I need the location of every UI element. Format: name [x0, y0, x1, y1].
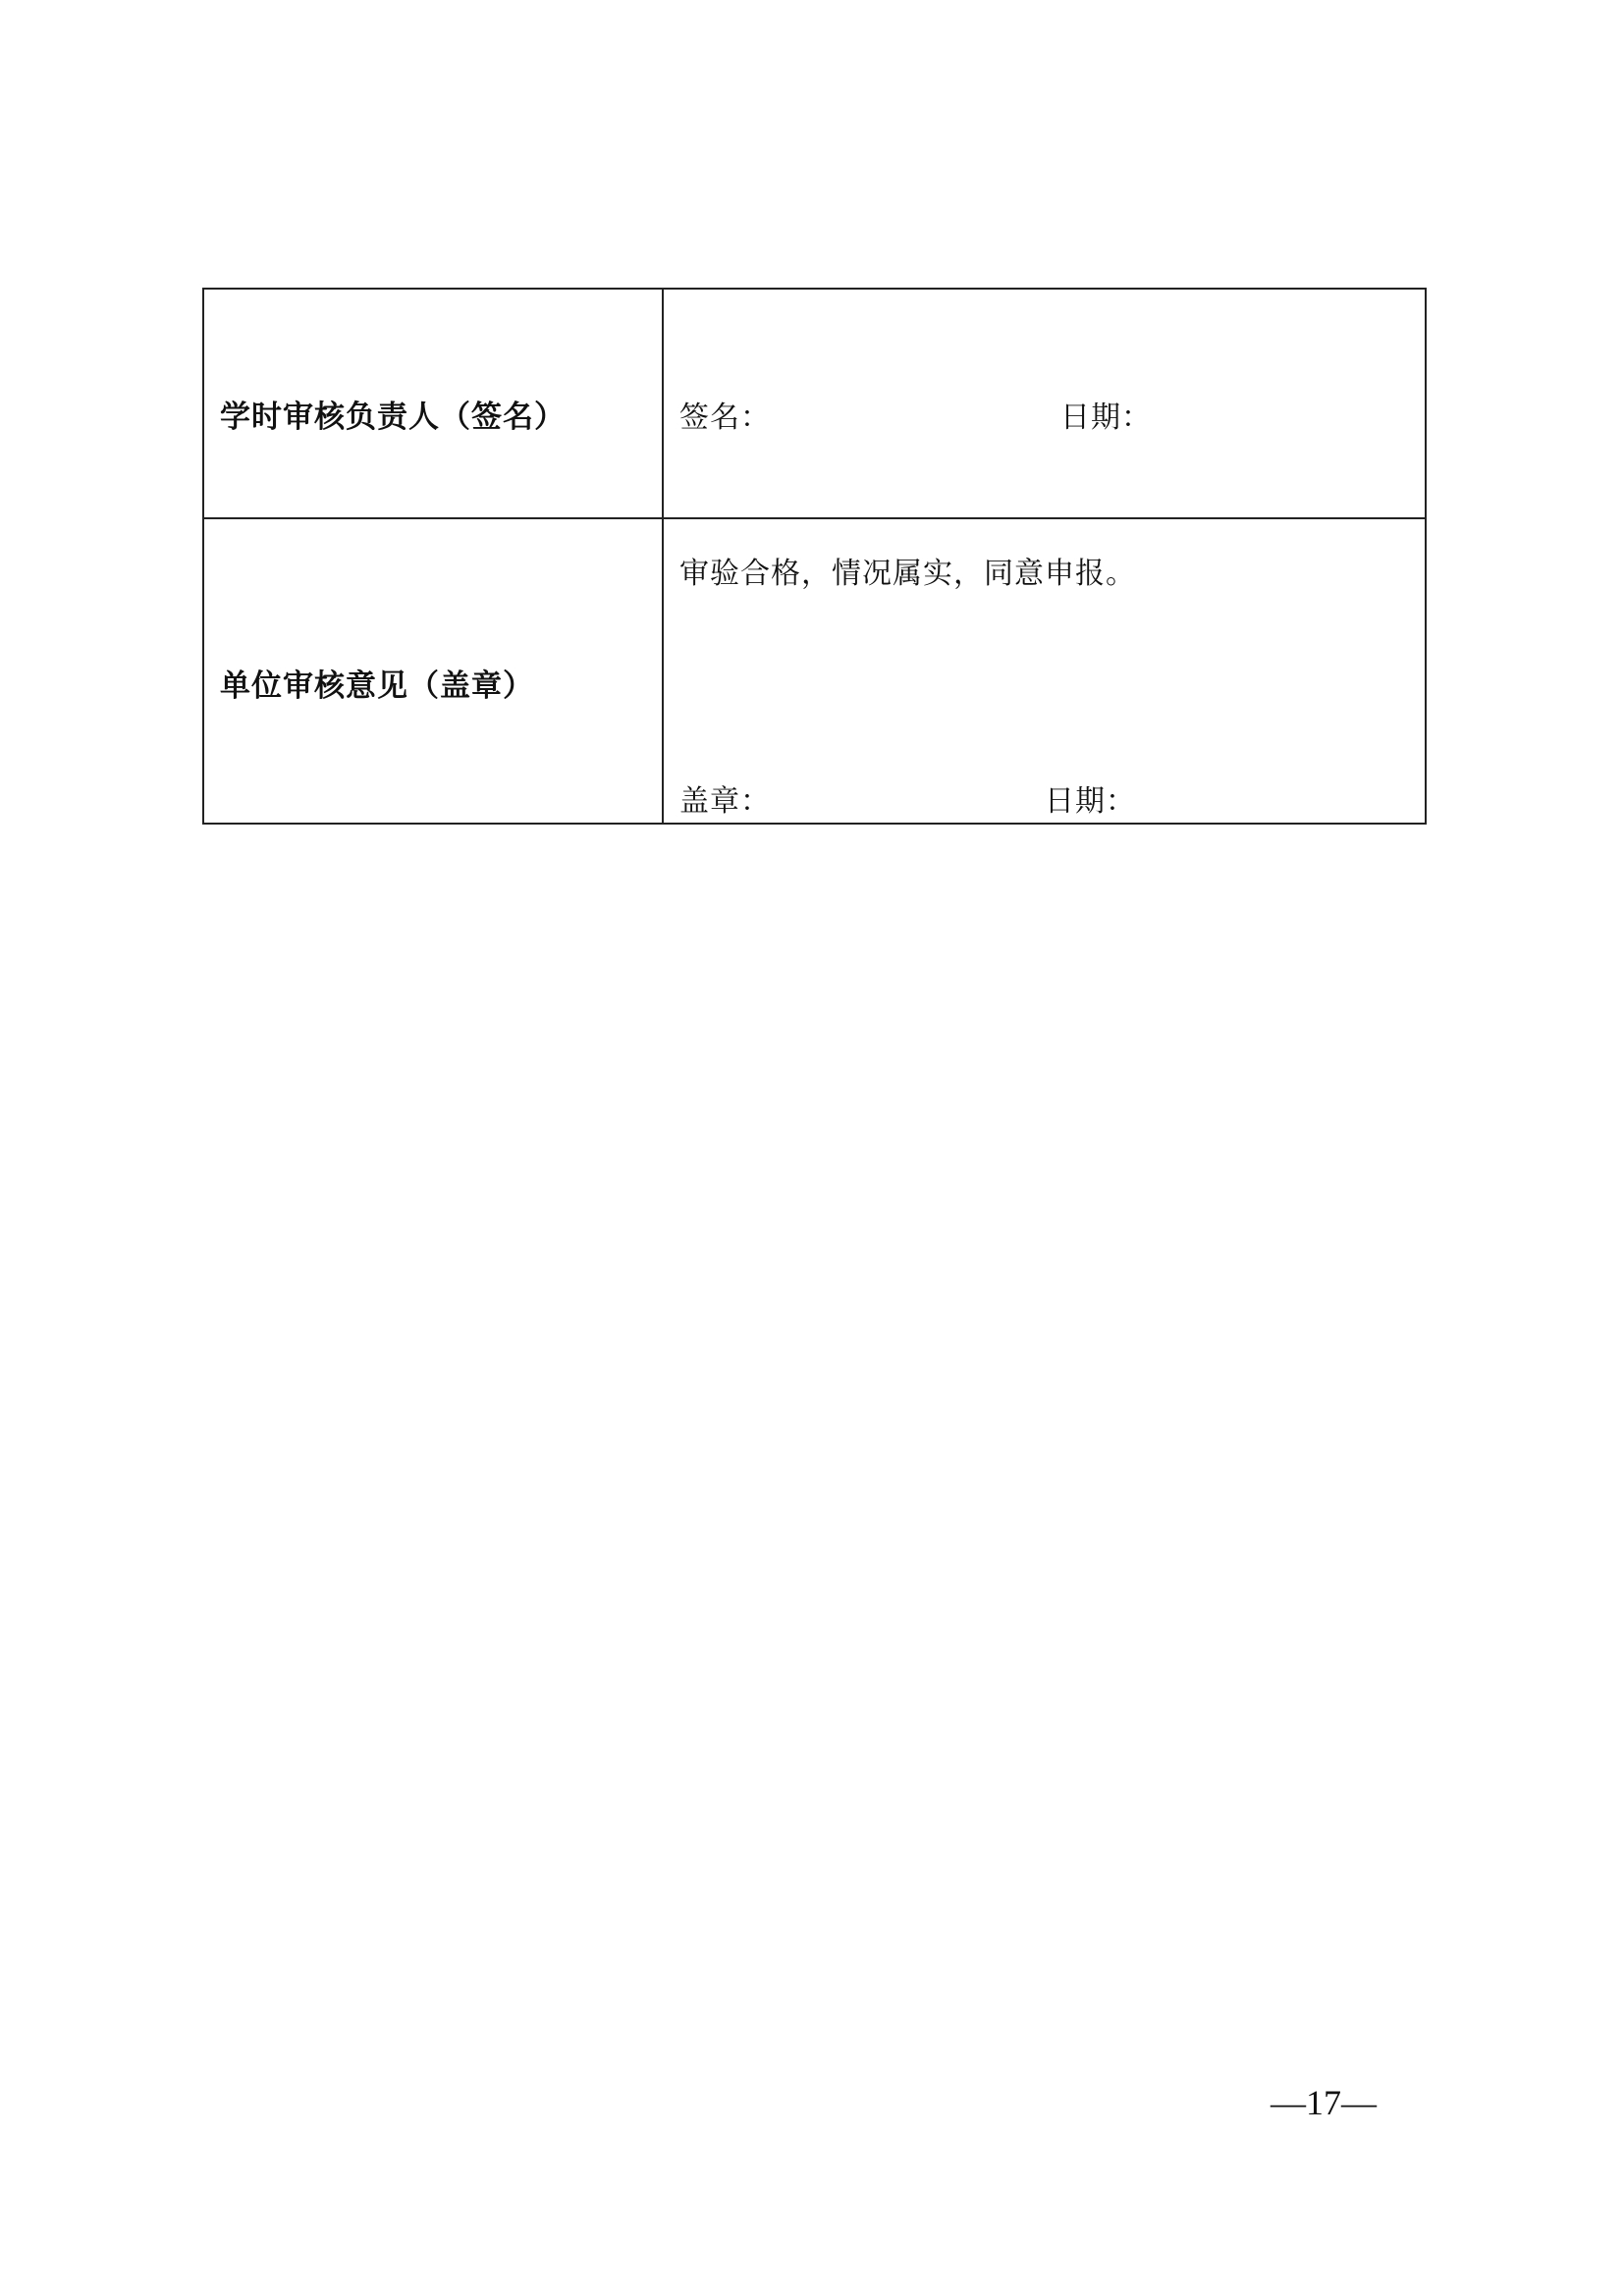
signature-label: 签名：: [679, 400, 771, 435]
seal-label: 盖章：: [679, 784, 771, 819]
unit-opinion-label: 单位审核意见（盖章）: [220, 668, 534, 704]
page-number: —17—: [1271, 2083, 1377, 2122]
hours-reviewer-row: [204, 290, 1425, 519]
unit-opinion-row: [204, 519, 1425, 823]
opinion-text: 审验合格，情况属实，同意申报。: [679, 557, 1136, 591]
row2-date-label: 日期：: [1045, 784, 1136, 819]
approval-form-table: [202, 288, 1427, 825]
row1-date-label: 日期：: [1060, 400, 1152, 435]
hours-reviewer-label: 学时审核负责人（签名）: [220, 400, 566, 435]
